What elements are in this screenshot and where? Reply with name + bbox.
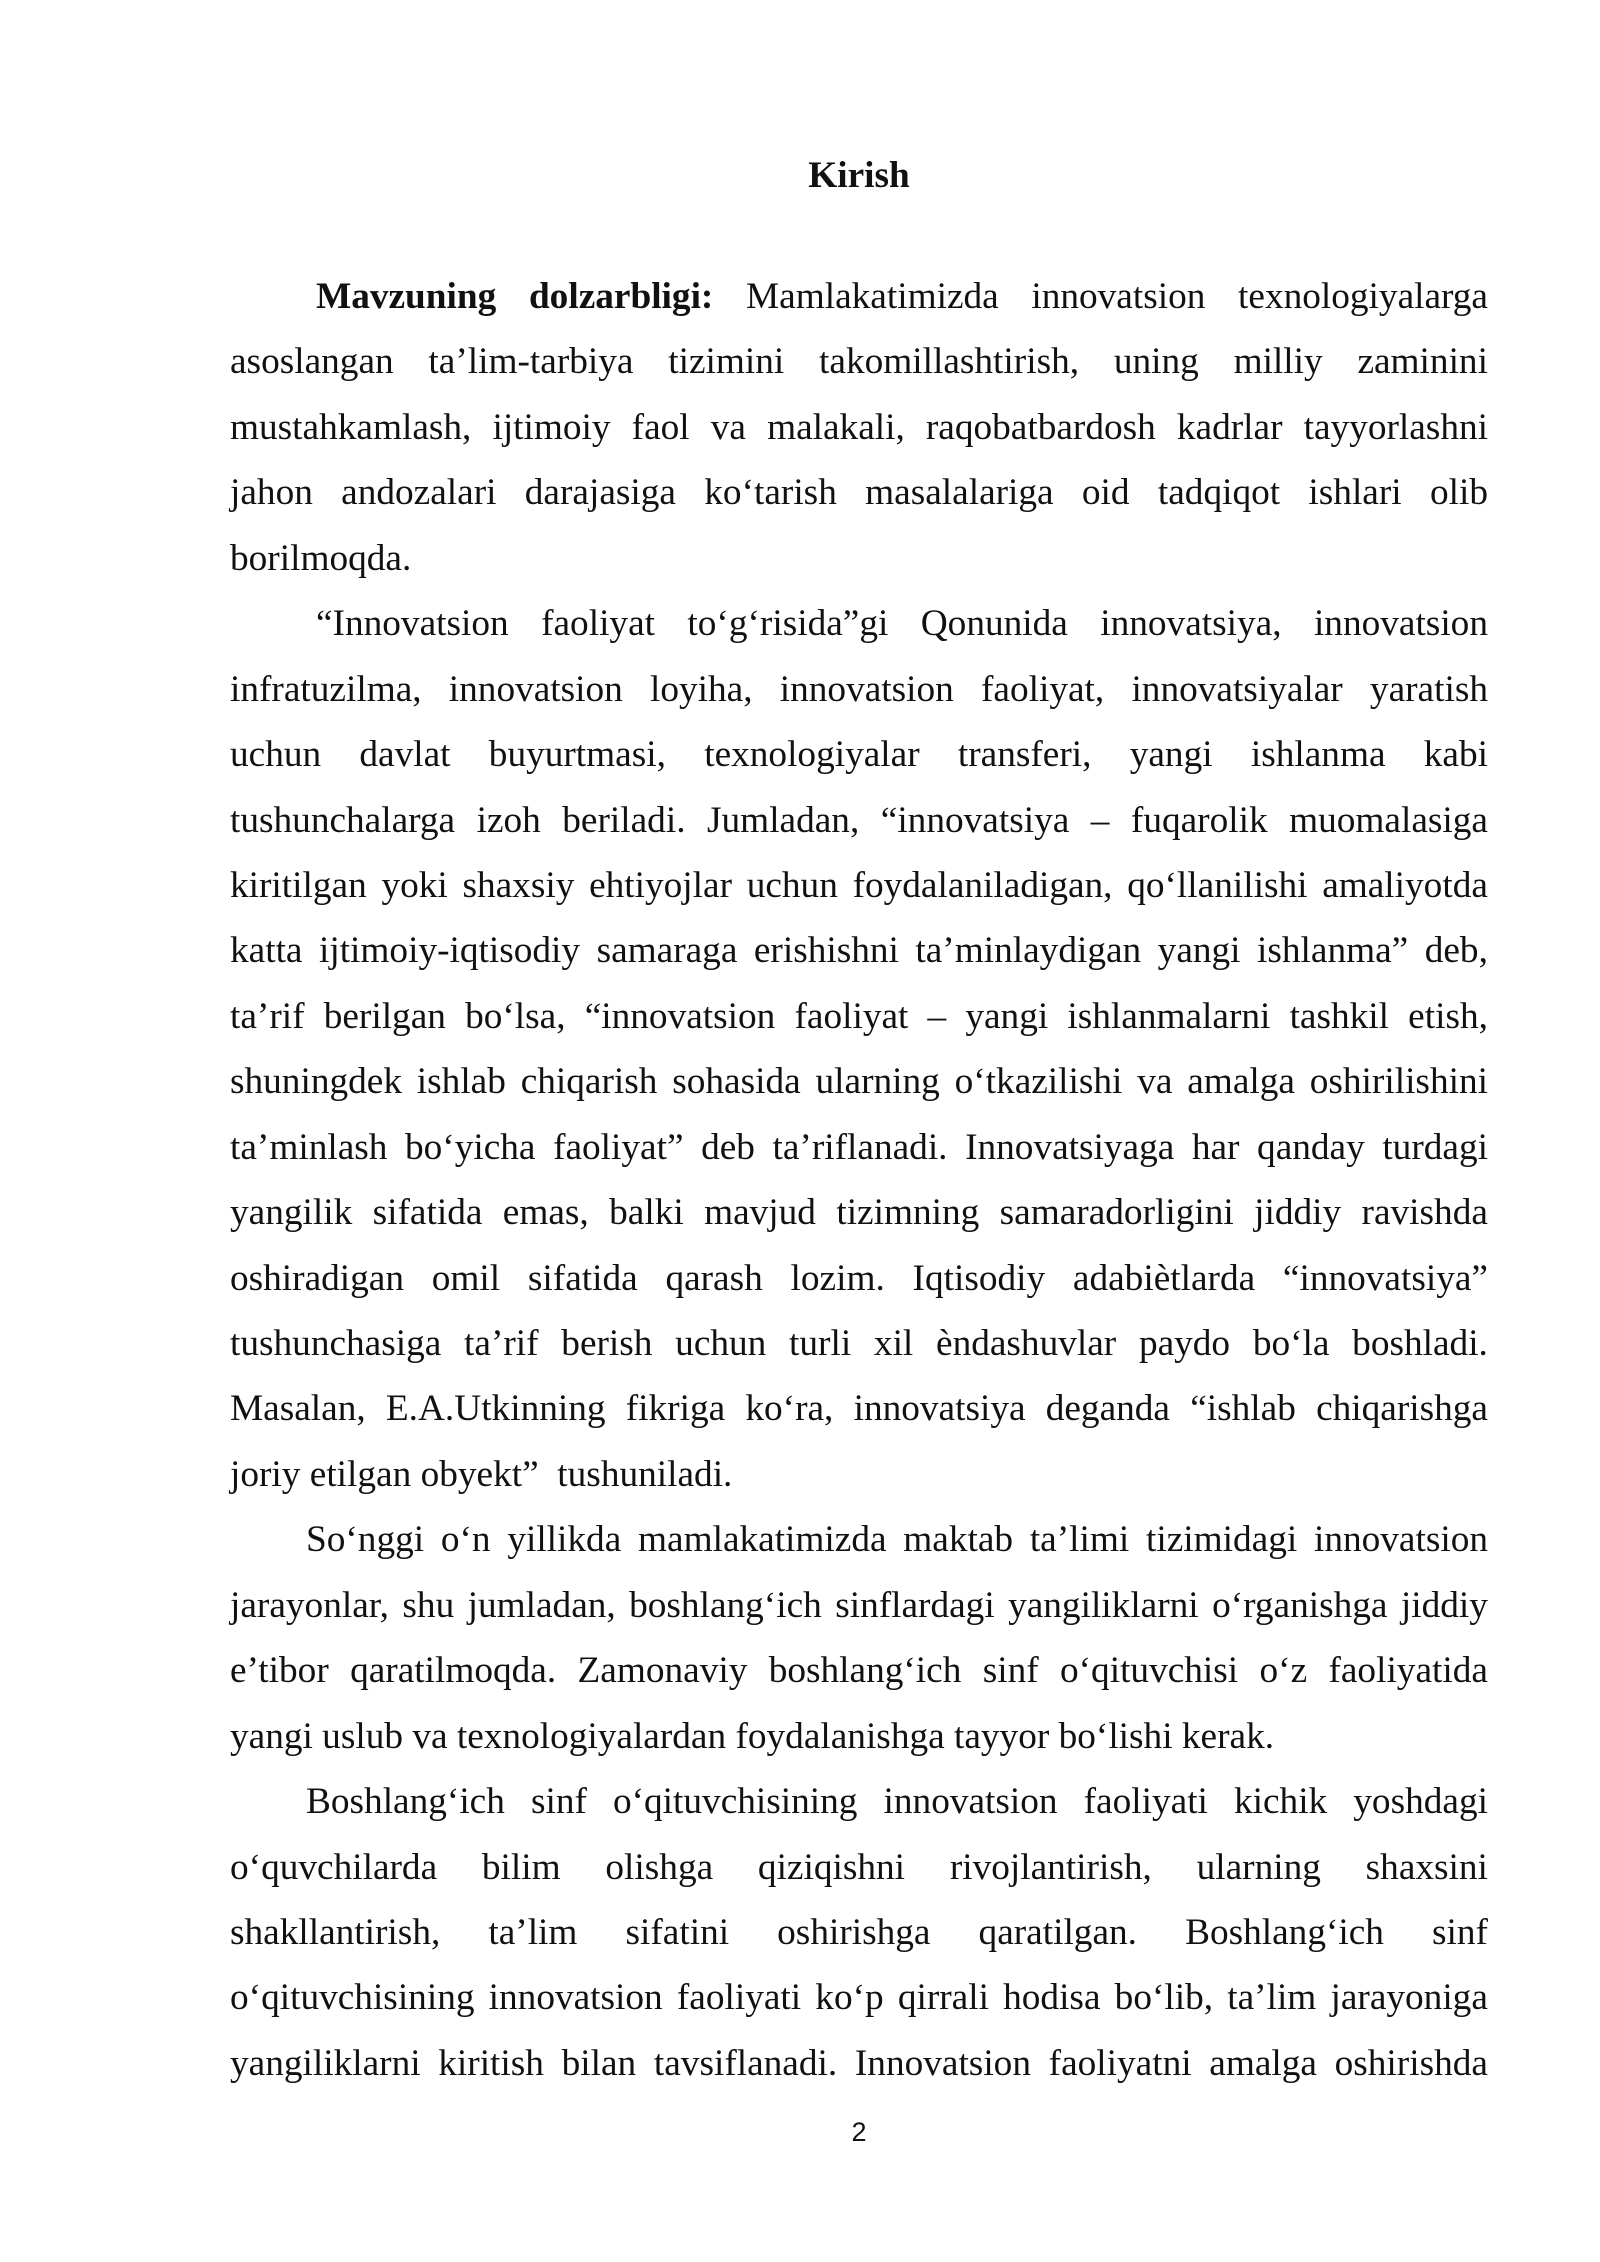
word: innovatsion: [1031, 276, 1206, 317]
word: qaratilmoqda.: [350, 1650, 557, 1692]
text-line: [230, 1769, 1488, 1834]
word: innovatsion: [779, 668, 954, 710]
word: zaminini: [1357, 341, 1488, 383]
word: olib: [1429, 472, 1488, 514]
word: bilim: [481, 1846, 561, 1888]
word: tayyorlashni: [1303, 406, 1488, 448]
word: ta’lim: [1227, 1977, 1317, 2019]
word: e’tibor: [230, 1650, 329, 1692]
word: oid: [1081, 472, 1130, 514]
page-title: Kirish: [808, 155, 910, 196]
word: samaraga: [596, 930, 738, 972]
word: ijtimoiy: [492, 406, 611, 448]
word: shuningdek: [230, 1061, 402, 1103]
word: kadrlar: [1176, 406, 1283, 448]
word: ta’lim: [488, 1911, 578, 1953]
word: ishlanma: [1250, 734, 1386, 776]
word: tushunchasiga: [230, 1323, 442, 1364]
word: sinf: [1432, 1911, 1488, 1953]
word: to‘g‘risida”gi: [687, 603, 889, 645]
word: kichik: [1233, 1781, 1328, 1823]
word: erishishni: [753, 930, 899, 972]
word: katta: [230, 930, 303, 972]
word: tizimini: [668, 341, 785, 383]
word: jiddiy: [1254, 1192, 1342, 1234]
word: bo‘lsa,: [465, 995, 566, 1037]
word: boshlang‘ich: [768, 1650, 962, 1692]
text-line: [230, 591, 1488, 656]
word: innovatsion: [883, 1781, 1058, 1823]
word: o‘qituvchisining: [230, 1977, 475, 2019]
word: ehtiyojlar: [589, 864, 732, 906]
word: turli: [789, 1323, 852, 1364]
word: sifatida: [527, 1257, 638, 1299]
word: shaxsiy: [462, 864, 575, 906]
word: dolzarbligi:: [528, 276, 714, 317]
word: “innovatsiya”: [1282, 1257, 1488, 1299]
word: –: [1090, 799, 1110, 841]
word: faoliyati: [676, 1977, 802, 2019]
word: èndashuvlar: [936, 1323, 1117, 1364]
word: o‘qituvchisining: [612, 1781, 858, 1823]
text-line: [230, 1900, 1488, 1965]
word: uning: [1113, 341, 1199, 383]
word: tizimning: [836, 1192, 980, 1234]
word: jarayonlar,: [230, 1584, 390, 1626]
word: beriladi.: [562, 799, 686, 841]
word: faoliyat: [541, 603, 655, 645]
word: bo‘yicha: [405, 1126, 536, 1168]
word: transferi,: [957, 734, 1092, 776]
text-line: [230, 788, 1488, 853]
word: ta’minlaydigan: [915, 930, 1142, 972]
word: ta’rif: [464, 1323, 539, 1364]
word: faol: [631, 406, 690, 448]
word: andozalari: [341, 472, 497, 514]
word: ularning: [1196, 1846, 1321, 1888]
text-line: [230, 1835, 1488, 1900]
word: faoliyat: [794, 995, 909, 1037]
word: o‘qituvchisi: [1059, 1650, 1239, 1692]
paragraph: [230, 264, 1488, 591]
word: –: [927, 995, 947, 1037]
word: yaratish: [1369, 668, 1488, 710]
text-line: joriy etilgan obyekt” tushuniladi.: [230, 1453, 733, 1495]
word: ishlanmalarni: [1067, 995, 1271, 1037]
word: Innovatsiyaga: [965, 1126, 1175, 1168]
word: “innovatsion: [584, 995, 776, 1037]
word: berish: [561, 1323, 653, 1364]
word: asoslangan: [230, 341, 394, 383]
word: sinflardagi: [835, 1584, 995, 1626]
word: E.A.Utkinning: [385, 1388, 606, 1430]
word: sifatida: [372, 1192, 483, 1234]
word: ta’rif: [230, 995, 305, 1037]
word: amalga: [1187, 1061, 1295, 1103]
word: Mavzuning: [316, 276, 497, 317]
word: darajasiga: [524, 472, 676, 514]
word: yillikda: [507, 1519, 622, 1561]
word: jiddiy: [1400, 1584, 1488, 1626]
word: fikriga: [625, 1388, 726, 1430]
word: va: [710, 406, 746, 448]
word: innovatsion: [1313, 603, 1488, 645]
text-line: [230, 1311, 1488, 1376]
word: hodisa: [1003, 1977, 1101, 2019]
word: qo‘llanilishi: [1127, 864, 1308, 906]
word: ishlab: [416, 1061, 506, 1103]
word: jumladan,: [467, 1584, 616, 1626]
word: rivojlantirish,: [949, 1846, 1152, 1888]
text-line: [230, 1507, 1488, 1572]
word: shaxsini: [1365, 1846, 1488, 1888]
word: faoliyatida: [1328, 1650, 1488, 1692]
word: ta’riflanadi.: [772, 1126, 948, 1168]
text-line: borilmoqda.: [230, 537, 412, 579]
word: Innovatsion: [854, 2042, 1031, 2084]
word: Masalan,: [230, 1388, 366, 1430]
word: jarayoniga: [1330, 1977, 1488, 2019]
word: faoliyat”: [553, 1126, 684, 1168]
word: texnologiyalar: [704, 734, 920, 776]
word: ishlari: [1308, 472, 1402, 514]
word: loyiha,: [650, 668, 753, 710]
word: buyurtmasi,: [488, 734, 666, 776]
word: takomillashtirish,: [819, 341, 1080, 383]
word: Qonunida: [920, 603, 1068, 645]
word: bilan: [561, 2042, 637, 2084]
word: kiritish: [438, 2042, 544, 2084]
word: mavjud: [704, 1192, 816, 1234]
word: yangi: [1129, 734, 1213, 776]
word: ta’lim-tarbiya: [428, 341, 634, 383]
word: sinf: [982, 1650, 1039, 1692]
word: etish,: [1408, 995, 1488, 1037]
word: deganda: [1045, 1388, 1170, 1430]
word: omil: [431, 1257, 501, 1299]
word: emas,: [502, 1192, 589, 1234]
word: innovatsiyalar: [1131, 668, 1343, 710]
word: masalalariga: [865, 472, 1054, 514]
word: Boshlang‘ich: [1185, 1911, 1384, 1953]
word: lozim.: [790, 1257, 885, 1299]
word: uchun: [675, 1323, 767, 1364]
word: izoh: [476, 799, 541, 841]
word: “ishlab: [1190, 1388, 1296, 1430]
word: innovatsion: [488, 1977, 663, 2019]
word: o‘rganishga: [1212, 1584, 1388, 1626]
word: mamlakatimizda: [638, 1519, 887, 1561]
text-line: [230, 722, 1488, 787]
word: So‘nggi: [306, 1519, 425, 1561]
word: yangilik: [230, 1192, 353, 1234]
word: faoliyat,: [981, 668, 1105, 710]
word: innovatsion: [448, 668, 623, 710]
word: sohasida: [672, 1061, 801, 1103]
text-line: [230, 1115, 1488, 1180]
text-line: yangi uslub va texnologiyalardan foydalanishga tayyor bo‘lishi kerak.: [230, 1715, 1275, 1757]
word: mustahkamlash,: [230, 406, 472, 448]
word: ravishda: [1361, 1192, 1488, 1234]
word: innovatsiya,: [1100, 603, 1282, 645]
word: ularning: [815, 1061, 940, 1103]
word: yangi: [965, 995, 1049, 1037]
text-line: [230, 2031, 1488, 2096]
word: tashkil: [1289, 995, 1390, 1037]
word: Jumladan,: [707, 799, 860, 841]
word: milliy: [1233, 341, 1323, 383]
word: sifatini: [625, 1911, 730, 1953]
text-line: [230, 1638, 1488, 1703]
document-body: [230, 264, 1488, 2096]
word: ta’minlash: [230, 1126, 388, 1168]
text-line: [230, 460, 1488, 525]
word: sinf: [530, 1781, 587, 1823]
word: uchun: [746, 864, 838, 906]
word: chiqarish: [520, 1061, 658, 1103]
word: ishlanma”: [1257, 930, 1409, 972]
word: oshiradigan: [230, 1257, 405, 1299]
word: va: [1137, 1061, 1173, 1103]
text-line: [230, 1246, 1488, 1311]
word: innovatsiya: [853, 1388, 1026, 1430]
text-line: [230, 1573, 1488, 1638]
word: boshladi.: [1352, 1323, 1488, 1364]
word: muomalasiga: [1289, 799, 1488, 841]
word: qanday: [1257, 1126, 1365, 1168]
word: davlat: [359, 734, 451, 776]
word: shakllantirish,: [230, 1911, 441, 1953]
word: amaliyotda: [1322, 864, 1488, 906]
word: jahon: [230, 472, 313, 514]
word: o‘n: [440, 1519, 491, 1561]
word: chiqarishga: [1316, 1388, 1488, 1430]
word: deb,: [1424, 930, 1488, 972]
word: qiziqishni: [757, 1846, 906, 1888]
word: “Innovatsion: [316, 603, 509, 645]
word: balki: [609, 1192, 684, 1234]
word: ko‘tarish: [704, 472, 837, 514]
word: foydalaniladigan,: [852, 864, 1113, 906]
word: berilgan: [323, 995, 446, 1037]
word: kiritilgan: [230, 864, 367, 906]
word: Iqtisodiy: [912, 1257, 1046, 1299]
word: xil: [873, 1323, 914, 1364]
word: Zamonaviy: [577, 1650, 748, 1692]
word: malakali,: [767, 406, 905, 448]
word: ko‘p: [815, 1977, 884, 2019]
word: yoshdagi: [1353, 1781, 1488, 1823]
text-line: [230, 918, 1488, 983]
word: tizimidagi: [1145, 1519, 1298, 1561]
word: yangiliklarni: [1008, 1584, 1199, 1626]
word: deb: [701, 1126, 755, 1168]
word: uchun: [230, 734, 322, 776]
word: olishga: [605, 1846, 714, 1888]
word: o‘tkazilishi: [954, 1061, 1123, 1103]
text-line: [230, 264, 1488, 329]
word: fuqarolik: [1130, 799, 1268, 841]
word: har: [1191, 1126, 1240, 1168]
word: faoliyati: [1083, 1781, 1208, 1823]
page-number: 2: [851, 2117, 867, 2147]
word: o‘z: [1259, 1650, 1308, 1692]
word: kabi: [1423, 734, 1488, 776]
word: qarash: [665, 1257, 763, 1299]
text-line: [230, 1965, 1488, 2030]
word: Boshlang‘ich: [306, 1781, 505, 1823]
text-line: [230, 395, 1488, 460]
word: amalga: [1209, 2042, 1317, 2084]
word: qirrali: [897, 1977, 989, 2019]
text-line: [230, 853, 1488, 918]
word: tushunchalarga: [230, 799, 456, 841]
word: samaradorligini: [999, 1192, 1234, 1234]
text-line: [230, 1376, 1488, 1441]
text-line: [230, 657, 1488, 722]
word: bo‘lib,: [1114, 1977, 1214, 2019]
word: boshlang‘ich: [629, 1584, 822, 1626]
word: o‘quvchilarda: [230, 1846, 438, 1888]
word: ta’limi: [1029, 1519, 1130, 1561]
word: innovatsion: [1313, 1519, 1488, 1561]
word: qaratilgan.: [978, 1911, 1137, 1953]
word: faoliyatni: [1048, 2042, 1192, 2084]
word: infratuzilma,: [230, 668, 422, 710]
word: oshirilishini: [1309, 1061, 1488, 1103]
paragraph: [230, 1507, 1488, 1769]
text-line: [230, 1049, 1488, 1114]
word: Mamlakatimizda: [746, 276, 999, 317]
paragraph: [230, 1769, 1488, 2096]
word: ko‘ra,: [745, 1388, 834, 1430]
text-line: [230, 984, 1488, 1049]
word: texnologiyalarga: [1238, 276, 1488, 317]
text-line: [230, 329, 1488, 394]
text-line: [230, 1180, 1488, 1245]
word: oshirishda: [1334, 2042, 1488, 2084]
word: yangi: [1157, 930, 1241, 972]
word: oshirishga: [777, 1911, 931, 1953]
word: paydo: [1138, 1323, 1231, 1364]
word: turdagi: [1382, 1126, 1488, 1168]
word: “innovatsiya: [880, 799, 1070, 841]
word: maktab: [903, 1519, 1014, 1561]
word: adabiètlarda: [1072, 1257, 1256, 1299]
word: tadqiqot: [1157, 472, 1281, 514]
word: raqobatbardosh: [925, 406, 1156, 448]
word: shu: [402, 1584, 455, 1626]
word: tavsiflanadi.: [653, 2042, 838, 2084]
word: yoki: [381, 864, 448, 906]
paragraph: [230, 591, 1488, 1507]
word: ijtimoiy-iqtisodiy: [318, 930, 581, 972]
word: bo‘la: [1252, 1323, 1330, 1364]
word: yangiliklarni: [230, 2042, 421, 2084]
